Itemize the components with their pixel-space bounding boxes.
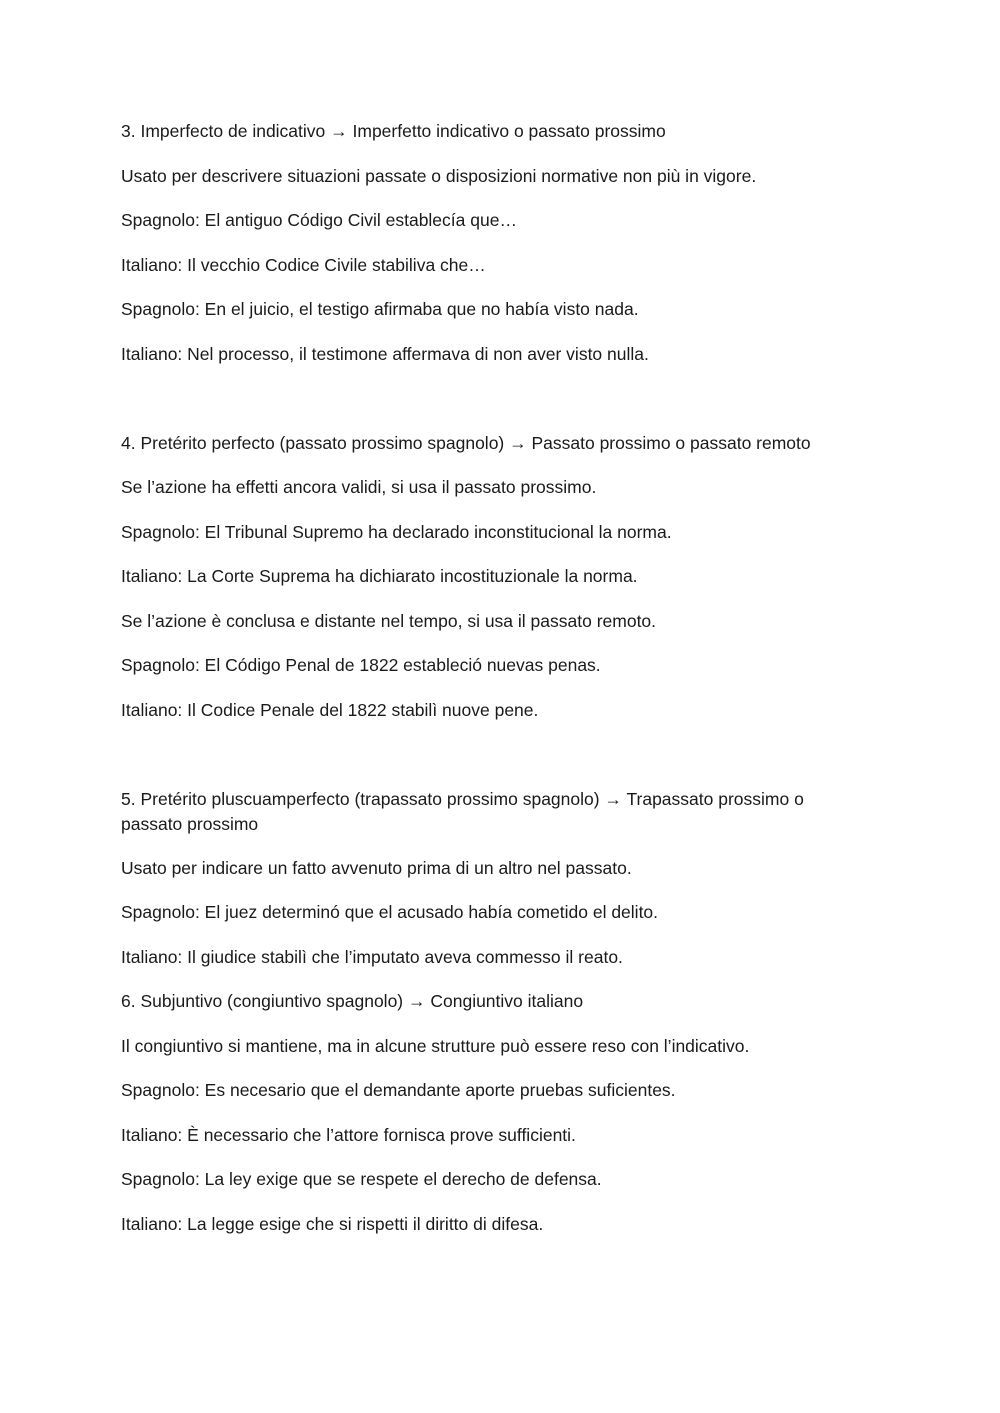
section-6-line-4: Spagnolo: La ley exige que se respete el derecho de defensa. [121, 1169, 602, 1189]
section-4-line-3: Italiano: La Corte Suprema ha dichiarato incostituzionale la norma. [121, 566, 638, 586]
section-4-line-2: Spagnolo: El Tribunal Supremo ha declarado inconstitucional la norma. [121, 522, 672, 542]
section-3-line-2: Spagnolo: El antiguo Código Civil establecía que… [121, 210, 517, 230]
section-3-line-4: Spagnolo: En el juicio, el testigo afirmaba que no había visto nada. [121, 299, 639, 319]
section-4-line-6: Italiano: Il Codice Penale del 1822 stabilì nuove pene. [121, 700, 539, 720]
section-4-line-4: Se l’azione è conclusa e distante nel tempo, si usa il passato remoto. [121, 611, 657, 631]
section-5-line-3: Italiano: Il giudice stabilì che l’imputato aveva commesso il reato. [121, 947, 623, 967]
section-6-line-1: Il congiuntivo si mantiene, ma in alcune strutture può essere reso con l’indicativo. [121, 1036, 750, 1056]
section-6-line-2: Spagnolo: Es necesario que el demandante aporte pruebas suficientes. [121, 1080, 676, 1100]
section-5-heading: 5. Pretérito pluscuamperfecto (trapassato prossimo spagnolo) → Trapassato prossimo o passato prossimo [121, 789, 804, 834]
section-3-line-5: Italiano: Nel processo, il testimone affermava di non aver visto nulla. [121, 344, 649, 364]
section-4-line-1: Se l’azione ha effetti ancora validi, si usa il passato prossimo. [121, 477, 597, 497]
section-6-line-5: Italiano: La legge esige che si rispetti il diritto di difesa. [121, 1214, 544, 1234]
section-5-line-1: Usato per indicare un fatto avvenuto prima di un altro nel passato. [121, 858, 632, 878]
section-3-heading: 3. Imperfecto de indicativo → Imperfetto indicativo o passato prossimo [121, 121, 666, 141]
section-4-line-5: Spagnolo: El Código Penal de 1822 estableció nuevas penas. [121, 655, 601, 675]
section-3-line-3: Italiano: Il vecchio Codice Civile stabiliva che… [121, 255, 486, 275]
section-4-heading: 4. Pretérito perfecto (passato prossimo spagnolo) → Passato prossimo o passato remoto [121, 433, 811, 453]
section-6-line-3: Italiano: È necessario che l’attore fornisca prove sufficienti. [121, 1125, 576, 1145]
section-5-line-2: Spagnolo: El juez determinó que el acusado había cometido el delito. [121, 902, 659, 922]
section-6-heading: 6. Subjuntivo (congiuntivo spagnolo) → Congiuntivo italiano [121, 991, 584, 1011]
section-3-line-1: Usato per descrivere situazioni passate o disposizioni normative non più in vigore. [121, 166, 757, 186]
